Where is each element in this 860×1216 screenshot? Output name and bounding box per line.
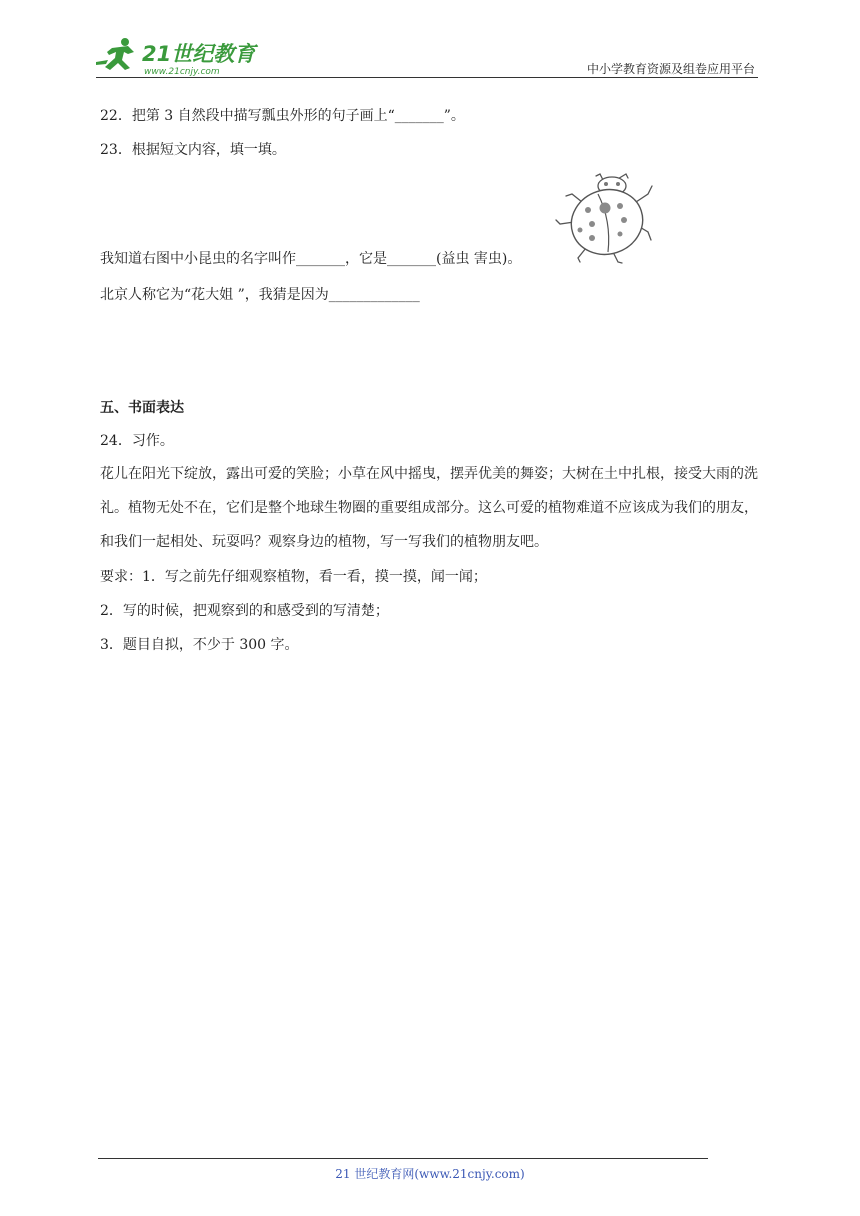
- question-24: 24．习作。: [100, 433, 174, 449]
- footer-text: 21 世纪教育网(www.21cnjy.com): [335, 1167, 525, 1181]
- site-logo: [94, 34, 264, 78]
- site-title: 中小学教育资源及组卷应用平台: [586, 62, 755, 76]
- question-23-line-2: 北京人称它为“花大姐 ”，我猜是因为_____________: [100, 287, 420, 303]
- question-23-line-1: 我知道右图中小昆虫的名字叫作_______，它是_______(益虫 害虫)。: [100, 251, 522, 267]
- question-22: 22．把第 3 自然段中描写瓢虫外形的句子画上“_______”。: [100, 108, 465, 124]
- logo-url-text: www.21cnjy.com: [144, 67, 220, 77]
- writing-prompt: 花儿在阳光下绽放，露出可爱的笑脸；小草在风中摇曳，摆弄优美的舞姿；大树在土中扎根，接受大雨的洗礼。植物无处不在，它们是整个地球生物圈的重要组成部分。这么可爱的植物难道不应该成为我们的朋友，和我们一起相处、玩耍吗？观察身边的植物，写一写我们的植物朋友吧。: [100, 466, 758, 550]
- header-divider: [96, 77, 758, 78]
- requirement-1: 要求：1．写之前先仔细观察植物，看一看，摸一摸，闻一闻；: [100, 569, 487, 585]
- section-5-title: 五、书面表达: [100, 400, 184, 416]
- requirement-3: 3．题目自拟，不少于 300 字。: [100, 637, 299, 653]
- requirement-2: 2．写的时候，把观察到的和感受到的写清楚；: [100, 603, 389, 619]
- footer-divider: [98, 1158, 708, 1159]
- question-23: 23．根据短文内容，填一填。: [100, 142, 286, 158]
- logo-text: 21世纪教育: [142, 42, 256, 66]
- ladybug-illustration: [552, 170, 662, 266]
- runner-icon: [96, 38, 134, 70]
